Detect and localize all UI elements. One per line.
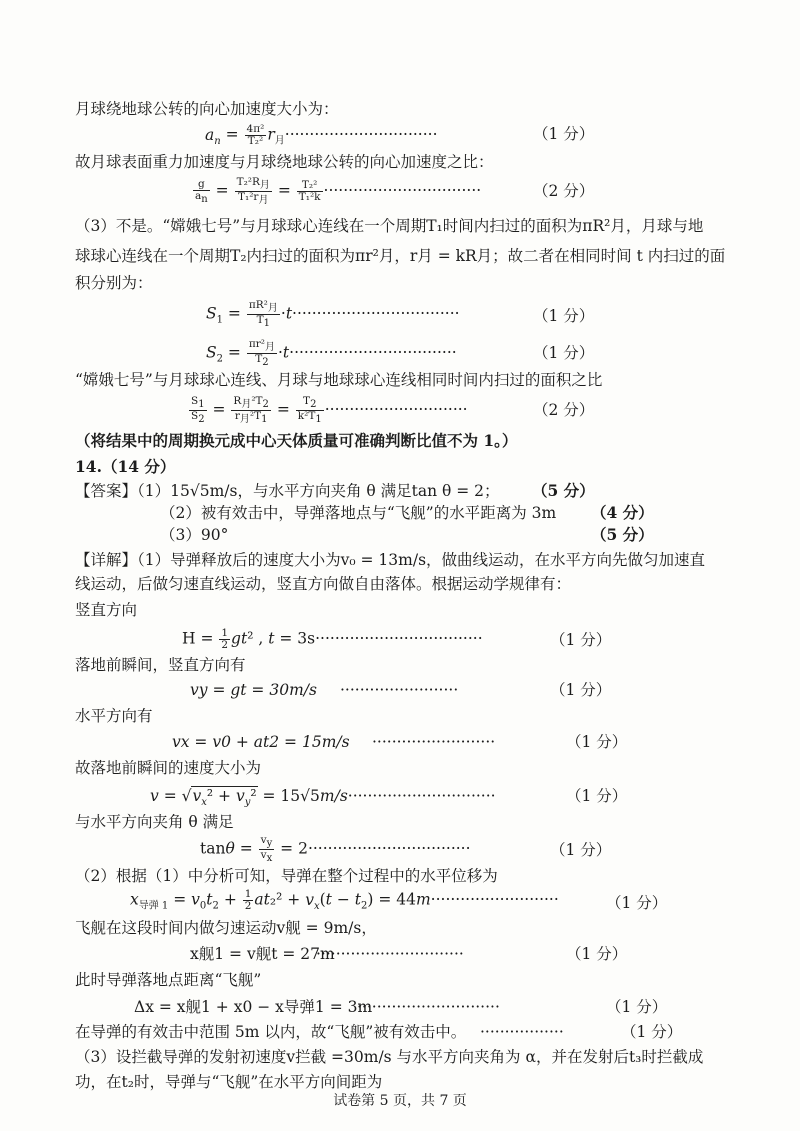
score: （1 分） [550,681,612,699]
score: （1 分） [566,733,628,751]
text-line: （2）根据（1）中分析可知，导弹在整个过程中的水平位移为 [75,867,498,885]
score: （1 分） [550,631,612,649]
score: （5 分） [532,481,595,500]
formula-s2: $S_2$ = $\pi r^2_月$ $T_2$ ·t·································· [206,338,457,369]
question-number: 14.（14 分） [75,457,176,476]
text-line: 水平方向有 [75,707,153,725]
formula-s1: $S_1$ = $\pi R^2_月$ $T_1$ ·t·································· [206,299,460,330]
score: （1 分） [533,344,595,362]
page-footer: 试卷第 5 页，共 7 页 [333,1093,467,1109]
text-line: 线运动，后做匀速直线运动，竖直方向做自由落体。根据运动学规律有： [75,575,572,593]
text-line: 在导弹的有效击中范围 5m 以内，故“飞舰”被有效击中。 [75,1023,467,1041]
formula-an: $a_n$ = $\frac{\text{4π²}}{\text{T₂²}}$ $r_月\cdot\cdot\cdot\cdot\cdot\cdot\cdot\cdot\cdot\cdot\cdot\cdot\cdot\cdot\cdot\cdot\cdot\cdot\cdot\cdot\cdot\cdot\cdot\cdot\cdot\cdot\cdot\cdot\cdot\cdot\cdot$ [205,123,438,147]
formula-x-missile: $x_{导弹 1} = v_0t_2$ + $\frac{1}{2}$ $at_2^2 + v_x(t - t_2) = 44m\cdot\cdot\cdot\cdot\cdot\cdot\cdot\cdot\cdot\cdot\cdot\cdot\cdot\cdot\cdot\cdot\cdot\cdot\cdot\cdot\cdot\cdot\cdot\cdot\cdot\cdot$ [130,888,559,912]
note-line: （将结果中的周期换元成中心天体质量可准确判断比值不为 1。） [75,431,518,450]
text-line: 故落地前瞬间的速度大小为 [75,759,262,777]
text-line: 月球绕地球公转的向心加速度大小为： [75,100,339,118]
formula-delta-x: Δx = x舰1 + x0 − x导弹1 = 3m [134,998,373,1016]
formula-vx: vx = v0 + at2 = 15m/s [172,733,350,751]
text-line: 此时导弹落地点距离“飞舰” [75,971,262,989]
score: （4 分） [591,503,654,522]
score: （1 分） [606,894,668,912]
text-line: （3）设拦截导弹的发射初速度v拦截 =30m/s 与水平方向夹角为 α，并在发射后t₃时拦截成 [75,1048,704,1066]
score: （1 分） [566,787,628,805]
answer-line: （3）90° [160,526,229,544]
text-line: 积分别为： [75,274,153,292]
formula-ratio-g: $\frac{g}{a_n}$ = $T_2^2R_月$ $T_1^2r_月$ = $\frac{\text{T₂²}}{\text{T₁²k}}$ ································ [195,176,482,207]
answer-line: 【答案】（1）15√5m/s，与水平方向夹角 θ 满足tan θ = 2； [75,482,500,500]
dot-leader: ························ [340,681,459,699]
text-line: “嫦娥七号”与月球球心连线、月球与地球球心连线相同时间内扫过的面积之比 [75,371,603,389]
formula-s-ratio: $\frac{S_1}{S_2}$ = $R_月^2T_2$ $r_月^2T_1$ = $\frac{T_2}{k^2T_1}$ ····························· [191,395,468,426]
score: （1 分） [606,998,668,1016]
text-line: 落地前瞬间，竖直方向有 [75,656,246,674]
answer-line: （2）被有效击中，导弹落地点与“飞舰”的水平距离为 3m [160,504,557,522]
text-line: 故月球表面重力加速度与月球绕地球公转的向心加速度之比： [75,153,494,171]
formula-tan: tanθ = $\frac{v_y}{v_x}$ = 2································· [200,834,471,865]
formula-vy: vy = gt = 30m/s [190,681,317,699]
text-line: 功，在t₂时，导弹与“飞舰”在水平方向间距为 [75,1073,383,1091]
text-line: 飞舰在这段时间内做匀速运动v舰 = 9m/s， [75,919,377,937]
dot-leader: ····························· [357,998,500,1016]
text-line: 与水平方向夹角 θ 满足 [75,813,234,831]
text-line: 【详解】（1）导弹释放后的速度大小为v₀ = 13m/s，做曲线运动，在水平方向先做匀加速直 [75,551,706,569]
score: （1 分） [533,307,595,325]
score: （1 分） [533,125,595,143]
score: （1 分） [566,945,628,963]
text-line: 球球心连线在一个周期T₂内扫过的面积为πr²月，r月 = kR月；故二者在相同时间 t 内扫过的面 [75,247,726,265]
score: （2 分） [533,182,595,200]
dot-leader: ······························ [316,945,464,963]
score: （1 分） [550,841,612,859]
score: （2 分） [533,401,595,419]
dot-leader: ················· [480,1023,564,1041]
text-line: （3）不是。“嫦娥七号”与月球球心连线在一个周期T₁时间内扫过的面积为πR²月，月球与地 [75,217,704,235]
dot-leader: ························· [372,733,496,751]
score: （5 分） [591,525,654,544]
formula-h: H = $\frac{1}{2}$ gt² , t = 3s·································· [182,627,483,651]
text-line: 竖直方向 [75,601,138,619]
score: （1 分） [621,1023,683,1041]
formula-x-ship: x舰1 = v舰t = 27m [190,945,335,963]
formula-v: $v = √v_x^2 + v_y^2 = 15√5m/s\cdot\cdot\cdot\cdot\cdot\cdot\cdot\cdot\cdot\cdot\cdot\cdot\cdot\cdot\cdot\cdot\cdot\cdot\cdot\cdot\cdot\cdot\cdot\cdot\cdot\cdot\cdot\cdot\cdot\cdot$ [150,787,496,809]
